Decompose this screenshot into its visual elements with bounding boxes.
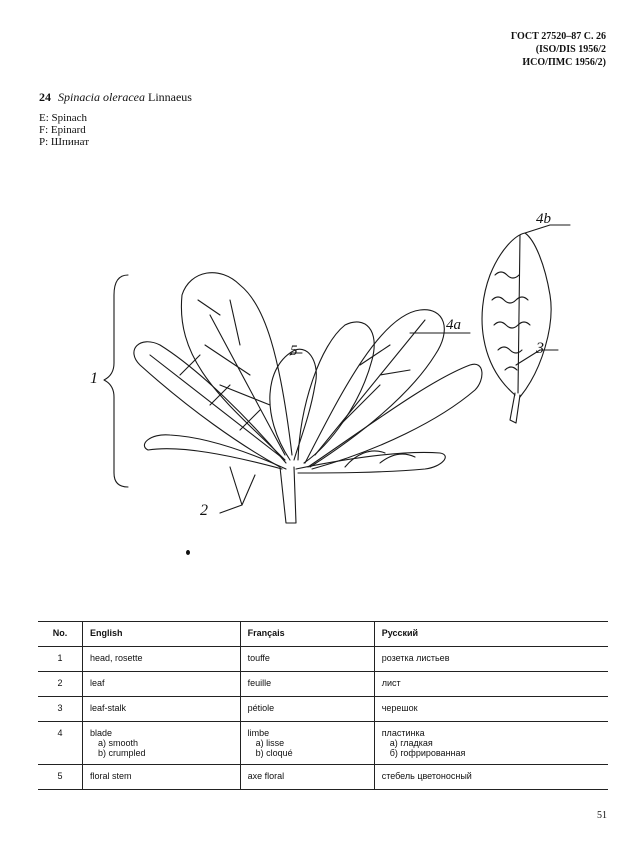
- col-russian: Русский: [374, 622, 608, 647]
- rosette-bracket: [104, 275, 128, 487]
- leaf-left-veins: [150, 355, 285, 460]
- term-fr: limbe: [247, 728, 270, 738]
- russian-name: P: Шпинат: [39, 136, 90, 148]
- cell-en: head, rosette: [83, 647, 241, 672]
- english-name: E: Spinach: [39, 112, 87, 124]
- cell-en: leaf-stalk: [83, 697, 241, 722]
- label-4b: 4b: [536, 211, 551, 227]
- cell-fr: touffe: [240, 647, 374, 672]
- leaf-lower-right: [296, 452, 445, 473]
- cell-fr: [240, 722, 374, 765]
- table-row: [38, 765, 608, 790]
- term-fr-b: b) cloqué: [255, 748, 293, 758]
- cell-no: 5: [38, 765, 83, 790]
- cell-no: 2: [38, 672, 83, 697]
- leader-2: [220, 467, 255, 513]
- term-ru: пластинка: [381, 728, 425, 738]
- cell-fr: axe floral: [240, 765, 374, 790]
- cell-fr: pétiole: [240, 697, 374, 722]
- term-en: blade: [90, 728, 113, 738]
- label-4a: 4a: [446, 317, 461, 333]
- header-iso-reference: (ISO/DIS 1956/2: [535, 44, 606, 55]
- spinach-illustration: [80, 205, 580, 525]
- leaf-veins: [198, 300, 285, 455]
- col-english: English: [83, 622, 241, 647]
- species-author: Linnaeus: [147, 90, 192, 104]
- cell-ru: стебель цветоносный: [374, 765, 608, 790]
- cell-no: 3: [38, 697, 83, 722]
- term-fr-a: a) lisse: [255, 738, 285, 748]
- cell-ru: лист: [374, 672, 608, 697]
- leaf-center-right: [298, 322, 374, 463]
- term-en-a: a) smooth: [98, 738, 139, 748]
- leaf-crumpled: [482, 233, 551, 397]
- header-standard-number: ГОСТ 27520–87 С. 26: [510, 31, 606, 42]
- cell-no: 1: [38, 647, 83, 672]
- french-name: F: Epinard: [39, 124, 86, 136]
- table-row: [38, 697, 608, 722]
- label-2: 2: [200, 502, 208, 519]
- label-5: 5: [290, 343, 298, 359]
- table-header-row: [38, 622, 608, 647]
- cell-no: 4: [38, 722, 83, 765]
- document-header: [511, 30, 606, 69]
- cell-ru: розетка листьев: [374, 647, 608, 672]
- cell-ru: черешок: [374, 697, 608, 722]
- term-ru-b: б) гофрированная: [389, 748, 466, 758]
- table-row: [38, 647, 608, 672]
- stem-base: [280, 467, 296, 523]
- species-name: Spinacia oleracea: [58, 90, 145, 104]
- term-en-b: b) crumpled: [98, 748, 146, 758]
- label-1: 1: [90, 370, 98, 387]
- terms-table: [38, 621, 608, 790]
- leaf-crumpled-texture: [492, 272, 530, 370]
- col-french: Français: [240, 622, 374, 647]
- table-row: [38, 722, 608, 765]
- cell-en: leaf: [83, 672, 241, 697]
- cell-ru: [374, 722, 608, 765]
- header-iso-reference-ru: ИСО/ПМС 1956/2): [522, 57, 606, 68]
- entry-title: [39, 90, 192, 105]
- petiole-3: [510, 393, 520, 423]
- print-speck: [186, 550, 190, 555]
- cell-en: floral stem: [83, 765, 241, 790]
- term-ru-a: а) гладкая: [389, 738, 433, 748]
- cell-fr: feuille: [240, 672, 374, 697]
- common-names: [39, 112, 89, 148]
- label-3: 3: [536, 340, 544, 357]
- table-row: [38, 672, 608, 697]
- cell-en: [83, 722, 241, 765]
- leaf-crumpled-midrib: [518, 235, 520, 393]
- leaf-center: [270, 349, 316, 460]
- page-number: 51: [597, 810, 607, 821]
- entry-number: 24: [39, 90, 51, 104]
- col-no: No.: [38, 622, 83, 647]
